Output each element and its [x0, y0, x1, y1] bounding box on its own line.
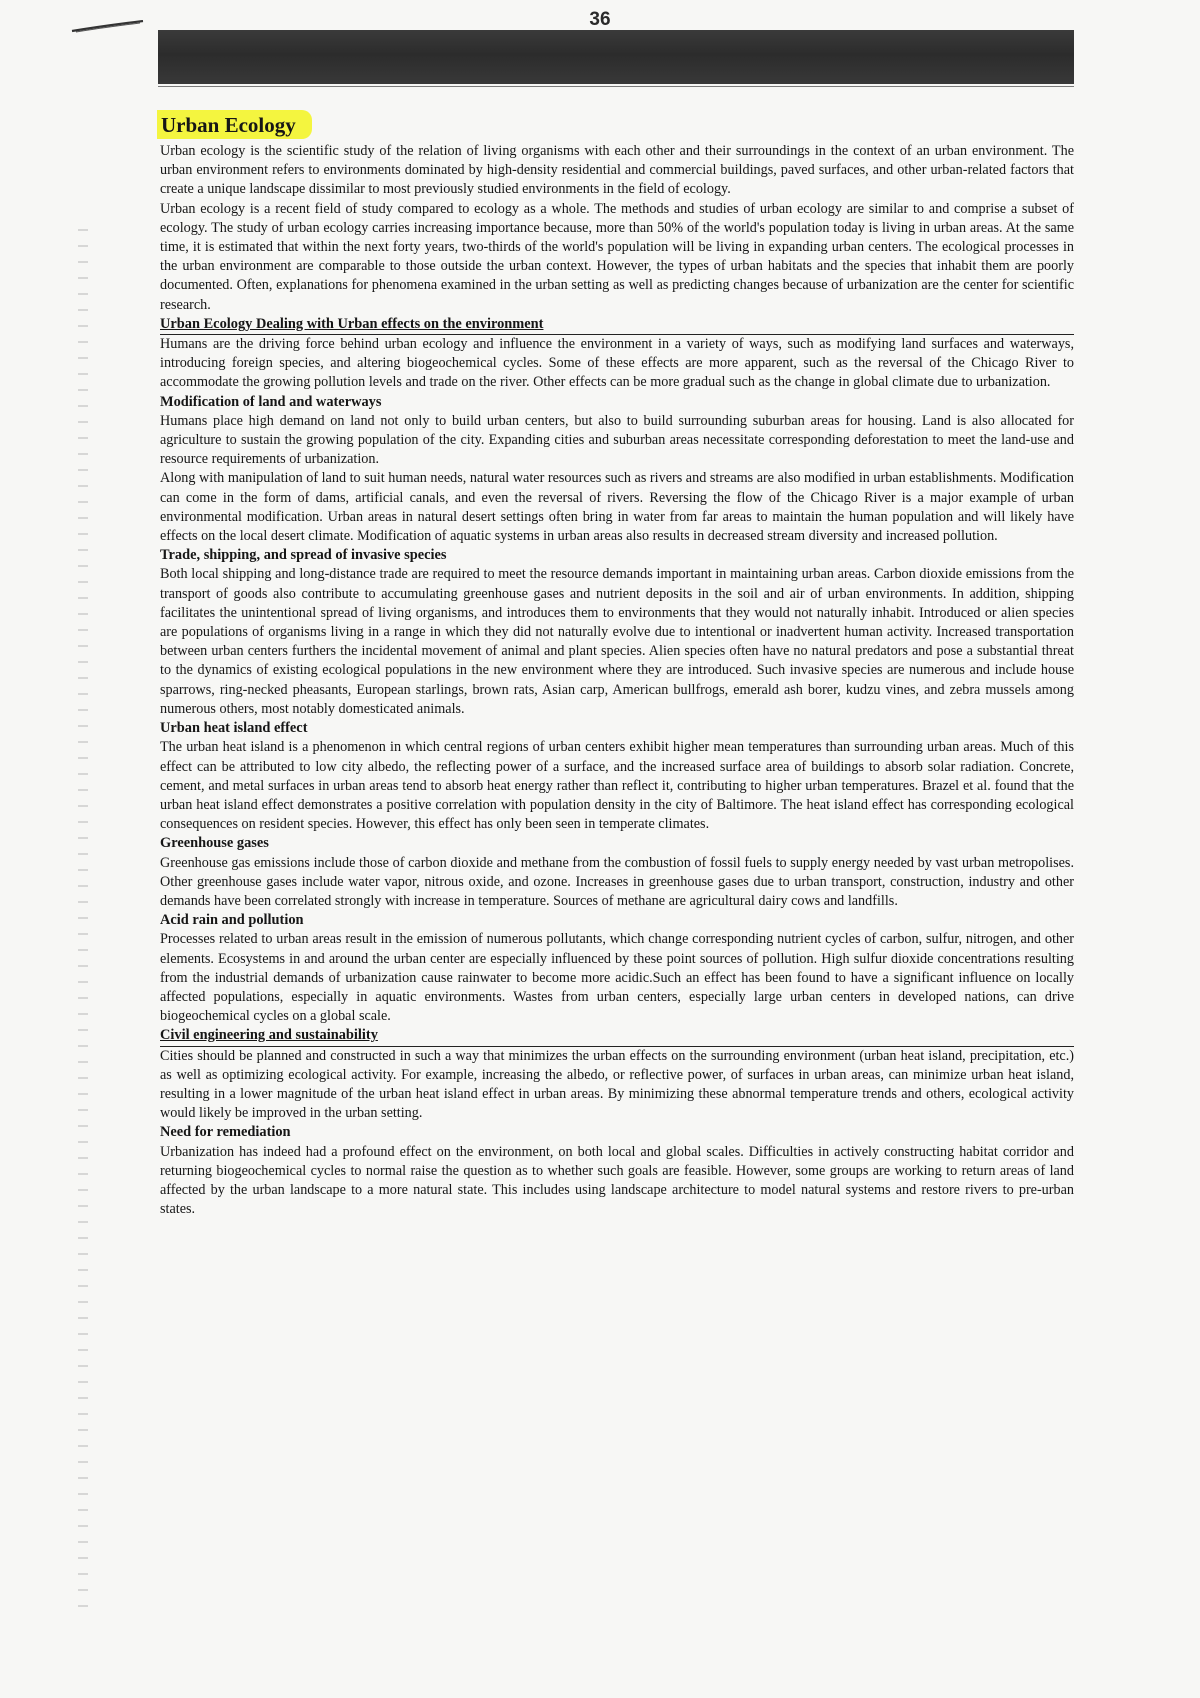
intro-paragraph-2: Urban ecology is a recent field of study compared to ecology as a whole. The methods and studies of urban ecology are similar to and comprise a subset of ecology. The study of urban ecology carries increasing importance because, more than 50% of the world's population today is living in urban areas. At the same time, it is estimated that within the next forty years, two-thirds of the world's population will be living in expanding urban centers. The ecological processes in the urban environment are comparable to those outside the urban context. However, the types of urban habitats and the species that inhabit them are poorly documented. Often, explanations for phenomena examined in the urban setting as well as predicting changes because of urbanization are the center for scientific research.	[160, 200, 1074, 313]
intro-paragraph-1: Urban ecology is the scientific study of the relation of living organisms with each other and their surroundings in the context of an urban environment. The urban environment refers to environments dominated by high-density residential and commercial buildings, paved surfaces, and other urban-related factors that create a unique landscape dissimilar to most previously studied environments in the field of ecology.	[160, 143, 1074, 198]
greenhouse-paragraph: Greenhouse gas emissions include those of carbon dioxide and methane from the combustion of fossil fuels to supply energy needed by vast urban metropolises. Other greenhouse gases include water vapor, nitrous oxide, and ozone. Increases in greenhouse gases due to urban transport, construction, industry and other demands have been correlated strongly with increase in temperature. Sources of methane are agricultural dairy cows and landfills.	[160, 854, 1074, 909]
land-paragraph-2: Along with manipulation of land to suit human needs, natural water resources such as rivers and streams are also modified in urban establishments. Modification can come in the form of dams, artificial canals, and even the reversal of rivers. Reversing the flow of the Chicago River is a major example of urban environmental modification. Urban areas in natural desert settings often bring in water from far areas to maintain the human population and will likely have effects on the local desert climate. Modification of aquatic systems in urban areas also results in decreased stream diversity and increased pollution.	[160, 470, 1074, 545]
binding-marks	[78, 215, 88, 1615]
trade-paragraph: Both local shipping and long-distance trade are required to meet the resource demands important in maintaining urban areas. Carbon dioxide emissions from the transport of goods also contribute to accumulating greenhouse gases and nutrient deposits in the soil and air of urban environments. In addition, shipping facilitates the unintentional spread of living organisms, and introduces them to environments that they would not naturally inhabit. Introduced or alien species are populations of organisms living in a range in which they did not naturally evolve due to intentional or inadvertent human activity. Increased transportation between urban centers furthers the incidental movement of animal and plant species. Alien species often have no natural predators and pose a substantial threat to the dynamics of existing ecological populations in the new environment where they are introduced. Such invasive species are numerous and include house sparrows, ring-necked pheasants, European starlings, brown rats, Asian carp, American bullfrogs, emerald ash borer, kudzu vines, and zebra mussels among numerous others, most notably domesticated animals.	[160, 566, 1074, 717]
remediation-heading: Need for remediation	[160, 1124, 291, 1141]
land-paragraph-1: Humans place high demand on land not only to build urban centers, but also to build surrounding suburban areas for housing. Land is also allocated for agriculture to sustain the growing population of the city. Expanding cities and suburban areas necessitate corresponding deforestation to meet the land-use and resource requirements of urbanization.	[160, 412, 1074, 468]
heat-island-heading: Urban heat island effect	[160, 720, 308, 737]
acid-rain-paragraph: Processes related to urban areas result in the emission of numerous pollutants, which change corresponding nutrient cycles of carbon, sulfur, nitrogen, and other elements. Ecosystems in and around the urban center are especially influenced by these point sources of pollution. High sulfur dioxide concentrations resulting from the industrial demands of urbanization cause rainwater to become more acidic.Such an effect has been found to have a significant influence on locally affected populations, especially in aquatic environments. Wastes from urban centers, especially large urban centers in developed nations, can drive biogeochemical cycles on a global scale.	[160, 931, 1074, 1025]
greenhouse-heading: Greenhouse gases	[160, 835, 269, 852]
effects-heading: Urban Ecology Dealing with Urban effects on the environment	[160, 315, 1074, 335]
page-title: Urban Ecology	[157, 110, 312, 139]
document-body	[160, 110, 1074, 1219]
trade-heading: Trade, shipping, and spread of invasive species	[160, 547, 447, 564]
civil-engineering-paragraph: Cities should be planned and constructed in such a way that minimizes the urban effects on the surrounding environment (urban heat island, precipitation, etc.) as well as optimizing ecological activity. For example, increasing the albedo, or reflective power, of surfaces in urban areas, can minimize urban heat island, resulting in a lower magnitude of the urban heat island effect in urban areas. By minimizing these abnormal temperature trends and others, ecological activity would likely be improved in the urban setting.	[160, 1047, 1074, 1122]
page-number: 36	[589, 9, 611, 30]
heat-island-paragraph: The urban heat island is a phenomenon in which central regions of urban centers exhibit higher mean temperatures than surrounding urban areas. Much of this effect can be attributed to low city albedo, the reflecting power of a surface, and the increased surface area of buildings to absorb solar radiation. Concrete, cement, and metal surfaces in urban areas tend to absorb heat energy rather than reflect it, contributing to higher urban temperatures. Brazel et al. found that the urban heat island effect demonstrates a positive correlation with population density in the city of Baltimore. The heat island effect has corresponding ecological consequences on resident species. However, this effect has only been seen in temperate climates.	[160, 739, 1074, 833]
effects-paragraph: Humans are the driving force behind urban ecology and influence the environment in a variety of ways, such as modifying land surfaces and waterways, introducing foreign species, and altering biogeochemical cycles. Some of these effects are more apparent, such as the reversal of the Chicago River to accommodate the growing pollution levels and trade on the river. Other effects can be more gradual such as the change in global climate due to urbanization.	[160, 336, 1074, 391]
header-bar	[158, 30, 1074, 84]
civil-engineering-heading: Civil engineering and sustainability	[160, 1026, 1074, 1046]
pen-scribble-mark	[70, 20, 145, 34]
header-rule	[158, 86, 1074, 87]
land-heading: Modification of land and waterways	[160, 393, 382, 410]
acid-rain-heading: Acid rain and pollution	[160, 912, 304, 929]
remediation-paragraph: Urbanization has indeed had a profound effect on the environment, on both local and global scales. Difficulties in actively constructing habitat corridor and returning biogeochemical cycles to normal raise the question as to whether such goals are feasible. However, some groups are working to return areas of land affected by the urban landscape to a more natural state. This includes using landscape architecture to model natural systems and restore rivers to pre-urban states.	[160, 1143, 1074, 1218]
